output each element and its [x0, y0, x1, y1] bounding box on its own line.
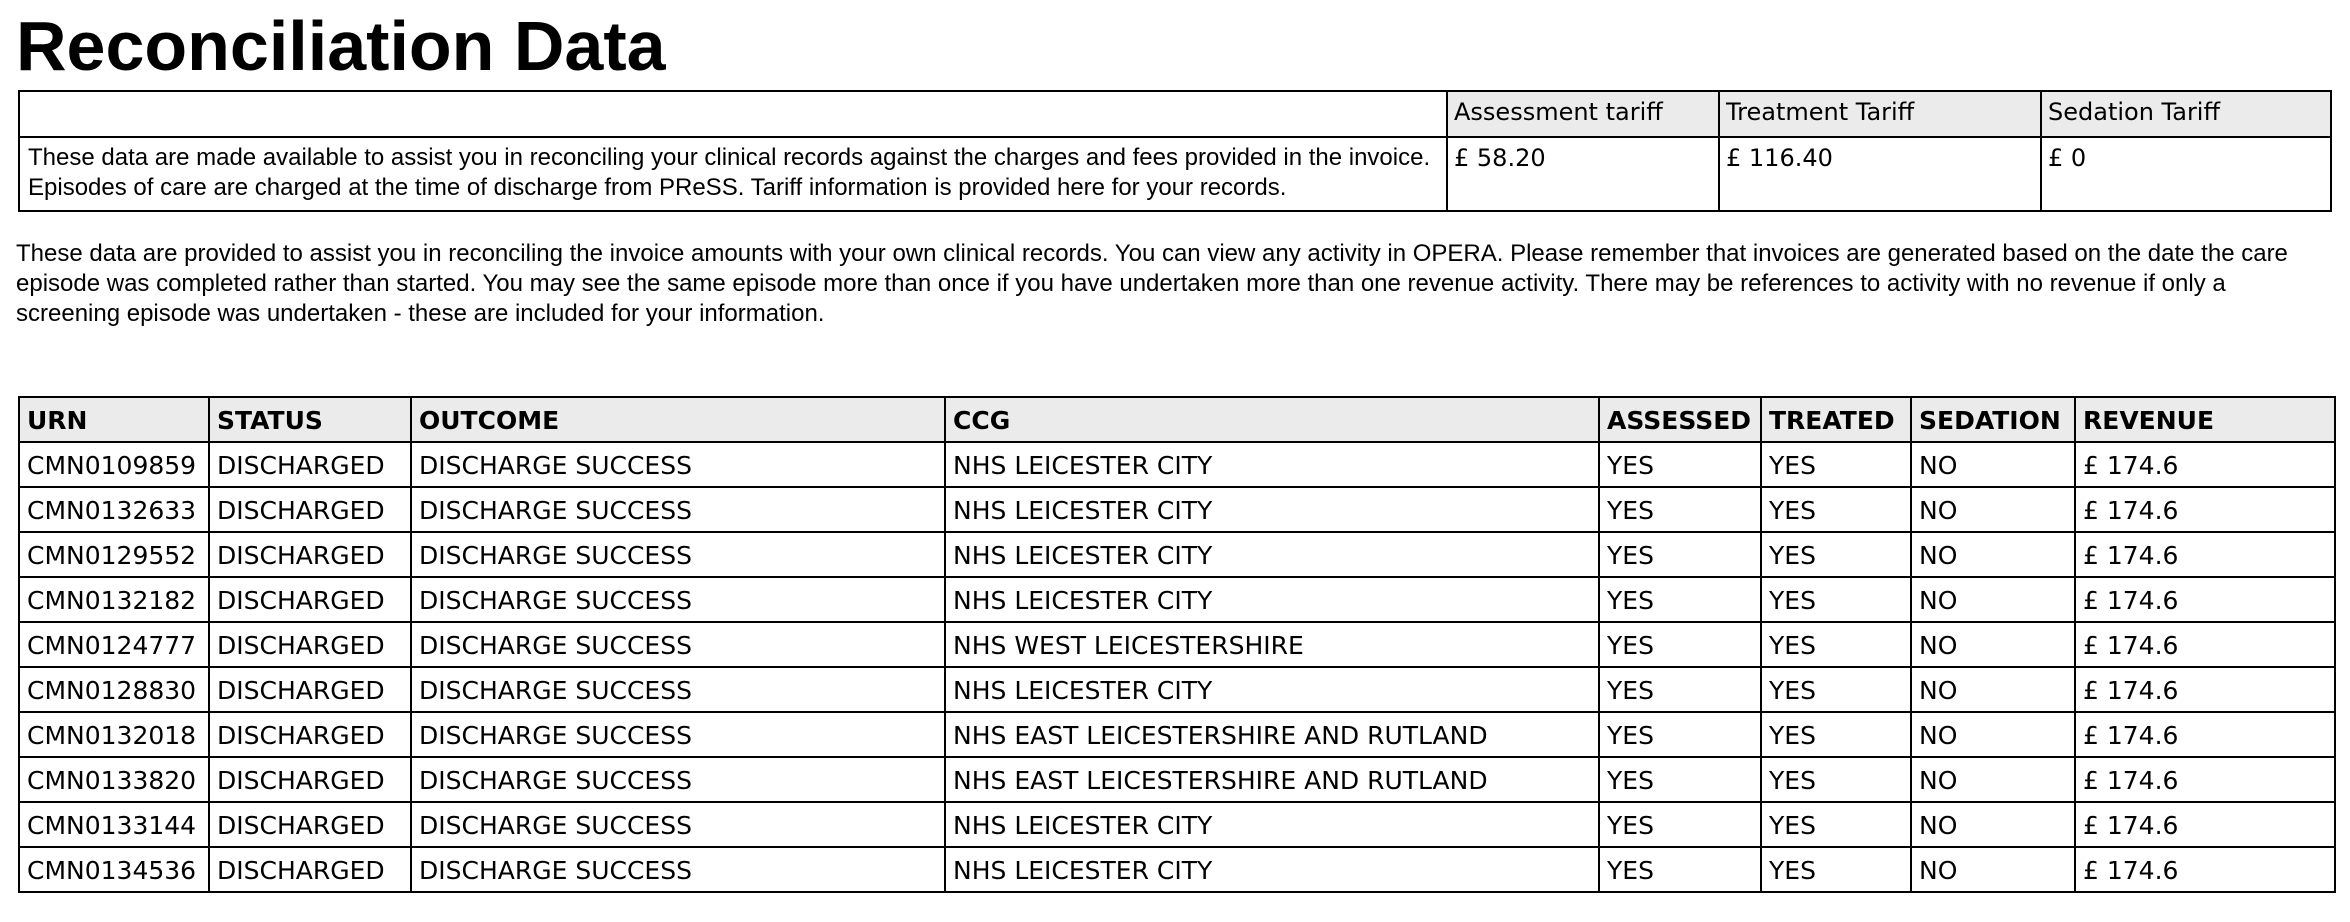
page-title: Reconciliation Data	[16, 7, 666, 85]
cell-ccg: NHS LEICESTER CITY	[945, 577, 1599, 622]
records-table	[18, 396, 2336, 893]
cell-assessed: YES	[1599, 712, 1761, 757]
cell-sedation: NO	[1911, 847, 2075, 892]
column-header-status: STATUS	[209, 397, 411, 442]
cell-assessed: YES	[1599, 847, 1761, 892]
column-header-revenue: REVENUE	[2075, 397, 2335, 442]
cell-revenue: £ 174.6	[2075, 847, 2335, 892]
cell-status: DISCHARGED	[209, 622, 411, 667]
cell-outcome: DISCHARGE SUCCESS	[411, 532, 945, 577]
cell-sedation: NO	[1911, 802, 2075, 847]
cell-outcome: DISCHARGE SUCCESS	[411, 847, 945, 892]
cell-assessed: YES	[1599, 667, 1761, 712]
cell-assessed: YES	[1599, 622, 1761, 667]
cell-treated: YES	[1761, 532, 1911, 577]
cell-outcome: DISCHARGE SUCCESS	[411, 802, 945, 847]
cell-status: DISCHARGED	[209, 847, 411, 892]
assessment-tariff-value: £ 58.20	[1447, 137, 1719, 211]
column-header-ccg: CCG	[945, 397, 1599, 442]
cell-urn: CMN0109859	[19, 442, 209, 487]
cell-revenue: £ 174.6	[2075, 757, 2335, 802]
cell-outcome: DISCHARGE SUCCESS	[411, 667, 945, 712]
column-header-outcome: OUTCOME	[411, 397, 945, 442]
cell-outcome: DISCHARGE SUCCESS	[411, 712, 945, 757]
table-row	[19, 487, 2335, 532]
cell-assessed: YES	[1599, 757, 1761, 802]
cell-status: DISCHARGED	[209, 487, 411, 532]
info-paragraph: These data are provided to assist you in reconciling the invoice amounts with your own clinical records. You can view any activity in OPERA. Please remember that invoices are generated based on the date the care episode was completed rather than started. You may see the same episode more than once if you have undertaken more than one revenue activity. There may be references to activity with no revenue if only a screening episode was undertaken - these are included for your information.	[16, 240, 2288, 327]
cell-ccg: NHS LEICESTER CITY	[945, 847, 1599, 892]
cell-sedation: NO	[1911, 442, 2075, 487]
cell-ccg: NHS EAST LEICESTERSHIRE AND RUTLAND	[945, 712, 1599, 757]
cell-status: DISCHARGED	[209, 442, 411, 487]
column-header-treated: TREATED	[1761, 397, 1911, 442]
cell-urn: CMN0128830	[19, 667, 209, 712]
cell-revenue: £ 174.6	[2075, 442, 2335, 487]
cell-sedation: NO	[1911, 532, 2075, 577]
records-body	[19, 442, 2335, 892]
cell-revenue: £ 174.6	[2075, 667, 2335, 712]
table-row	[19, 757, 2335, 802]
cell-sedation: NO	[1911, 712, 2075, 757]
cell-treated: YES	[1761, 847, 1911, 892]
table-row	[19, 577, 2335, 622]
cell-assessed: YES	[1599, 442, 1761, 487]
tariff-value-row	[19, 137, 2331, 211]
cell-status: DISCHARGED	[209, 532, 411, 577]
column-header-assessed: ASSESSED	[1599, 397, 1761, 442]
cell-status: DISCHARGED	[209, 577, 411, 622]
cell-treated: YES	[1761, 577, 1911, 622]
cell-treated: YES	[1761, 487, 1911, 532]
cell-status: DISCHARGED	[209, 757, 411, 802]
tariff-header-row	[19, 91, 2331, 137]
table-row	[19, 622, 2335, 667]
cell-urn: CMN0133144	[19, 802, 209, 847]
treatment-tariff-value: £ 116.40	[1719, 137, 2041, 211]
cell-urn: CMN0134536	[19, 847, 209, 892]
cell-revenue: £ 174.6	[2075, 622, 2335, 667]
cell-outcome: DISCHARGE SUCCESS	[411, 622, 945, 667]
cell-ccg: NHS LEICESTER CITY	[945, 442, 1599, 487]
cell-revenue: £ 174.6	[2075, 802, 2335, 847]
cell-revenue: £ 174.6	[2075, 532, 2335, 577]
tariff-note: These data are made available to assist you in reconciling your clinical records against the charges and fees provided in the invoice. Episodes of care are charged at the time of discharge from PReSS. Tariff information is provided here for your records.	[19, 137, 1447, 211]
cell-urn: CMN0132182	[19, 577, 209, 622]
cell-assessed: YES	[1599, 802, 1761, 847]
cell-sedation: NO	[1911, 757, 2075, 802]
cell-treated: YES	[1761, 802, 1911, 847]
cell-assessed: YES	[1599, 487, 1761, 532]
table-row	[19, 667, 2335, 712]
cell-ccg: NHS WEST LEICESTERSHIRE	[945, 622, 1599, 667]
table-row	[19, 712, 2335, 757]
table-row	[19, 442, 2335, 487]
cell-assessed: YES	[1599, 532, 1761, 577]
cell-status: DISCHARGED	[209, 802, 411, 847]
cell-treated: YES	[1761, 712, 1911, 757]
cell-revenue: £ 174.6	[2075, 712, 2335, 757]
cell-sedation: NO	[1911, 577, 2075, 622]
column-header-urn: URN	[19, 397, 209, 442]
column-header-sedation: SEDATION	[1911, 397, 2075, 442]
table-row	[19, 847, 2335, 892]
treatment-tariff-header: Treatment Tariff	[1719, 91, 2041, 137]
sedation-tariff-header: Sedation Tariff	[2041, 91, 2331, 137]
cell-sedation: NO	[1911, 667, 2075, 712]
assessment-tariff-header: Assessment tariff	[1447, 91, 1719, 137]
table-row	[19, 802, 2335, 847]
cell-assessed: YES	[1599, 577, 1761, 622]
cell-treated: YES	[1761, 442, 1911, 487]
cell-ccg: NHS LEICESTER CITY	[945, 802, 1599, 847]
cell-ccg: NHS EAST LEICESTERSHIRE AND RUTLAND	[945, 757, 1599, 802]
cell-treated: YES	[1761, 622, 1911, 667]
cell-revenue: £ 174.6	[2075, 487, 2335, 532]
cell-status: DISCHARGED	[209, 712, 411, 757]
cell-treated: YES	[1761, 757, 1911, 802]
cell-ccg: NHS LEICESTER CITY	[945, 532, 1599, 577]
cell-urn: CMN0132633	[19, 487, 209, 532]
cell-sedation: NO	[1911, 622, 2075, 667]
cell-ccg: NHS LEICESTER CITY	[945, 667, 1599, 712]
table-row	[19, 532, 2335, 577]
sedation-tariff-value: £ 0	[2041, 137, 2331, 211]
cell-sedation: NO	[1911, 487, 2075, 532]
cell-outcome: DISCHARGE SUCCESS	[411, 487, 945, 532]
cell-urn: CMN0129552	[19, 532, 209, 577]
tariff-table	[18, 90, 2332, 212]
cell-outcome: DISCHARGE SUCCESS	[411, 577, 945, 622]
cell-treated: YES	[1761, 667, 1911, 712]
cell-status: DISCHARGED	[209, 667, 411, 712]
tariff-header-blank	[19, 91, 1447, 137]
cell-revenue: £ 174.6	[2075, 577, 2335, 622]
records-header-row	[19, 397, 2335, 442]
cell-ccg: NHS LEICESTER CITY	[945, 487, 1599, 532]
cell-urn: CMN0124777	[19, 622, 209, 667]
cell-outcome: DISCHARGE SUCCESS	[411, 442, 945, 487]
cell-outcome: DISCHARGE SUCCESS	[411, 757, 945, 802]
cell-urn: CMN0133820	[19, 757, 209, 802]
cell-urn: CMN0132018	[19, 712, 209, 757]
